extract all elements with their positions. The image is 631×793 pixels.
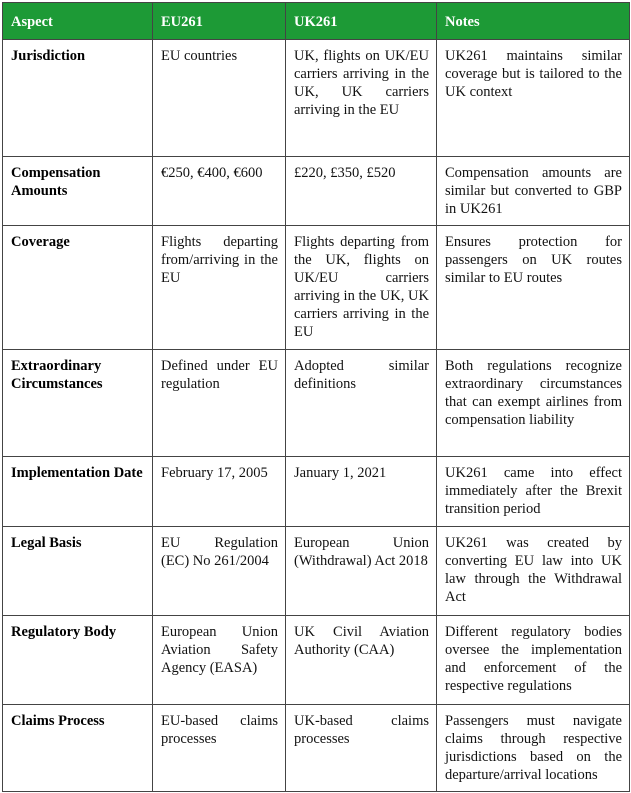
cell-eu261: Flights departing from/arriving in the EU bbox=[153, 226, 286, 350]
cell-aspect: Coverage bbox=[3, 226, 153, 350]
table-row bbox=[3, 157, 630, 226]
cell-notes: Both regulations recognize extraordinary circumstances that can exempt airlines from compensation liability bbox=[437, 350, 630, 457]
table-row bbox=[3, 457, 630, 527]
cell-notes: UK261 maintains similar coverage but is tailored to the UK context bbox=[437, 40, 630, 157]
cell-eu261: EU-based claims processes bbox=[153, 705, 286, 792]
header-aspect: Aspect bbox=[3, 3, 153, 40]
cell-notes: UK261 was created by converting EU law into UK law through the Withdrawal Act bbox=[437, 527, 630, 616]
cell-uk261: £220, £350, £520 bbox=[286, 157, 437, 226]
cell-uk261: UK Civil Aviation Authority (CAA) bbox=[286, 616, 437, 705]
cell-aspect: Legal Basis bbox=[3, 527, 153, 616]
table-row bbox=[3, 616, 630, 705]
cell-aspect: Jurisdiction bbox=[3, 40, 153, 157]
header-row bbox=[3, 3, 630, 40]
cell-aspect: Claims Process bbox=[3, 705, 153, 792]
cell-eu261: €250, €400, €600 bbox=[153, 157, 286, 226]
table-row bbox=[3, 40, 630, 157]
cell-notes: Different regulatory bodies oversee the implementation and enforcement of the respective regulations bbox=[437, 616, 630, 705]
cell-uk261: Adopted similar definitions bbox=[286, 350, 437, 457]
cell-eu261: EU countries bbox=[153, 40, 286, 157]
cell-eu261: February 17, 2005 bbox=[153, 457, 286, 527]
cell-notes: Compensation amounts are similar but converted to GBP in UK261 bbox=[437, 157, 630, 226]
header-eu261: EU261 bbox=[153, 3, 286, 40]
cell-notes: Passengers must navigate claims through respective jurisdictions based on the departure/arrival locations bbox=[437, 705, 630, 792]
table-row bbox=[3, 527, 630, 616]
cell-notes: UK261 came into effect immediately after the Brexit transition period bbox=[437, 457, 630, 527]
cell-uk261: UK, flights on UK/EU carriers arriving in the UK, UK carriers arriving in the EU bbox=[286, 40, 437, 157]
comparison-table bbox=[2, 2, 630, 792]
cell-eu261: Defined under EU regulation bbox=[153, 350, 286, 457]
table-row bbox=[3, 705, 630, 792]
cell-uk261: January 1, 2021 bbox=[286, 457, 437, 527]
table-row bbox=[3, 350, 630, 457]
header-uk261: UK261 bbox=[286, 3, 437, 40]
cell-aspect: Extraordinary Circumstances bbox=[3, 350, 153, 457]
header-notes: Notes bbox=[437, 3, 630, 40]
cell-uk261: UK-based claims processes bbox=[286, 705, 437, 792]
cell-uk261: European Union (Withdrawal) Act 2018 bbox=[286, 527, 437, 616]
cell-eu261: European Union Aviation Safety Agency (EASA) bbox=[153, 616, 286, 705]
cell-aspect: Compensation Amounts bbox=[3, 157, 153, 226]
cell-notes: Ensures protection for passengers on UK routes similar to EU routes bbox=[437, 226, 630, 350]
cell-aspect: Implementation Date bbox=[3, 457, 153, 527]
cell-eu261: EU Regulation (EC) No 261/2004 bbox=[153, 527, 286, 616]
cell-aspect: Regulatory Body bbox=[3, 616, 153, 705]
cell-uk261: Flights departing from the UK, flights on UK/EU carriers arriving in the UK, UK carriers arriving in the EU bbox=[286, 226, 437, 350]
table-row bbox=[3, 226, 630, 350]
